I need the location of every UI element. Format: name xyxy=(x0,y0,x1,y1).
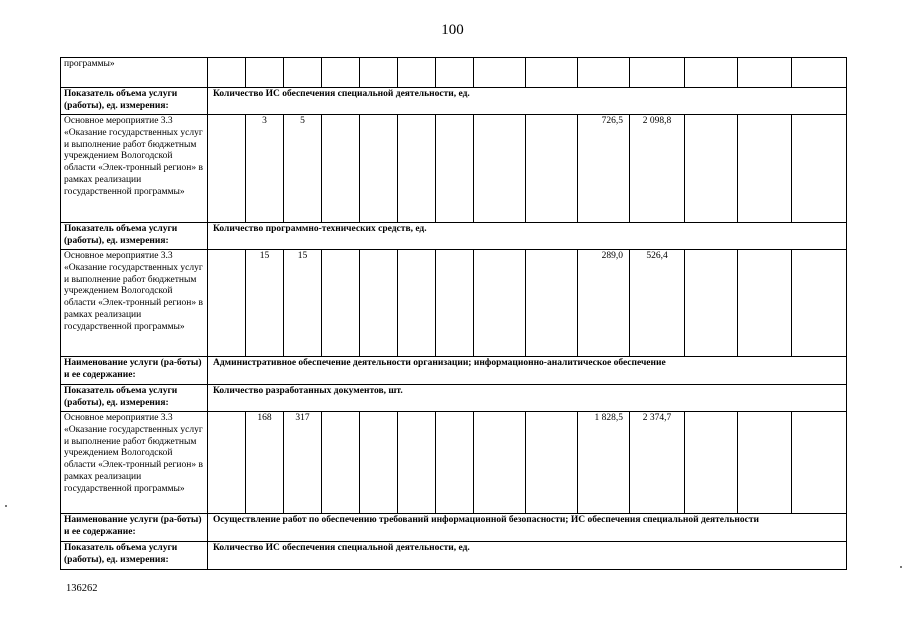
cell-col-8 xyxy=(436,250,474,357)
page-number: 100 xyxy=(441,22,464,38)
cell-col-9 xyxy=(474,115,526,223)
cell-col-14 xyxy=(738,412,792,514)
cell-col-8 xyxy=(436,115,474,223)
cell-col-10 xyxy=(526,58,578,88)
cell-col-6 xyxy=(360,58,398,88)
cell-col-2 xyxy=(208,250,246,357)
scan-mark xyxy=(5,505,7,507)
cell-col-8 xyxy=(436,412,474,514)
cell-col-15 xyxy=(792,58,847,88)
cell-col-6 xyxy=(360,412,398,514)
table-row xyxy=(61,357,847,385)
cell-col-4: 15 xyxy=(284,250,322,357)
cell-col-9 xyxy=(474,412,526,514)
row-label: Наименование услуги (ра-боты) и ее содержание: xyxy=(61,514,208,542)
cell-col-13 xyxy=(685,58,738,88)
cell-col-8 xyxy=(436,58,474,88)
cell-col-15 xyxy=(792,250,847,357)
cell-col-11 xyxy=(578,58,630,88)
row-label: Показатель объема услуги (работы), ед. измерения: xyxy=(61,542,208,570)
table-row xyxy=(61,58,847,88)
document-id: 136262 xyxy=(66,583,98,594)
activity-name: Основное мероприятие 3.3 «Оказание государственных услуг и выполнение работ бюджетным учреждением Вологодской области «Элек-тронный регион» в рамках реализации государственной программы» xyxy=(61,412,208,514)
cell-col-4: 317 xyxy=(284,412,322,514)
scan-mark xyxy=(900,566,902,568)
cell-col-11: 289,0 xyxy=(578,250,630,357)
cell-col-4: 5 xyxy=(284,115,322,223)
table-row xyxy=(61,115,847,223)
cell-col-11: 726,5 xyxy=(578,115,630,223)
cell-col-10 xyxy=(526,250,578,357)
cell-col-2 xyxy=(208,412,246,514)
cell-col-13 xyxy=(685,115,738,223)
table-row xyxy=(61,250,847,357)
row-label: Показатель объема услуги (работы), ед. измерения: xyxy=(61,385,208,412)
cell-col-5 xyxy=(322,250,360,357)
cell-col-6 xyxy=(360,250,398,357)
cell-col-5 xyxy=(322,115,360,223)
cell-col-15 xyxy=(792,115,847,223)
continued-text: программы» xyxy=(61,58,208,88)
cell-col-4 xyxy=(284,58,322,88)
cell-col-7 xyxy=(398,58,436,88)
cell-col-15 xyxy=(792,412,847,514)
cell-col-9 xyxy=(474,250,526,357)
cell-col-7 xyxy=(398,115,436,223)
row-value: Количество ИС обеспечения специальной деятельности, ед. xyxy=(208,88,847,115)
row-value: Количество ИС обеспечения специальной деятельности, ед. xyxy=(208,542,847,570)
table-row xyxy=(61,385,847,412)
row-value: Количество разработанных документов, шт. xyxy=(208,385,847,412)
cell-col-9 xyxy=(474,58,526,88)
cell-col-10 xyxy=(526,412,578,514)
row-value: Административное обеспечение деятельности организации; информационно-аналитическое обеспечение xyxy=(208,357,847,385)
row-label: Показатель объема услуги (работы), ед. измерения: xyxy=(61,88,208,115)
cell-col-5 xyxy=(322,412,360,514)
cell-col-12: 526,4 xyxy=(630,250,685,357)
cell-col-11: 1 828,5 xyxy=(578,412,630,514)
cell-col-14 xyxy=(738,58,792,88)
cell-col-3: 15 xyxy=(246,250,284,357)
table-row xyxy=(61,514,847,542)
cell-col-14 xyxy=(738,115,792,223)
cell-col-5 xyxy=(322,58,360,88)
row-label: Наименование услуги (ра-боты) и ее содержание: xyxy=(61,357,208,385)
cell-col-13 xyxy=(685,412,738,514)
table-row xyxy=(61,223,847,250)
table-row xyxy=(61,542,847,570)
state-program-table xyxy=(60,57,847,570)
row-value: Количество программно-технических средств, ед. xyxy=(208,223,847,250)
cell-col-6 xyxy=(360,115,398,223)
cell-col-2 xyxy=(208,115,246,223)
cell-col-3 xyxy=(246,58,284,88)
cell-col-7 xyxy=(398,412,436,514)
activity-name: Основное мероприятие 3.3 «Оказание государственных услуг и выполнение работ бюджетным учреждением Вологодской области «Элек-тронный регион» в рамках реализации государственной программы» xyxy=(61,250,208,357)
cell-col-3: 168 xyxy=(246,412,284,514)
cell-col-14 xyxy=(738,250,792,357)
cell-col-12: 2 098,8 xyxy=(630,115,685,223)
cell-col-10 xyxy=(526,115,578,223)
cell-col-2 xyxy=(208,58,246,88)
row-value: Осуществление работ по обеспечению требований информационной безопасности; ИС обеспечения специальной деятельности xyxy=(208,514,847,542)
activity-name: Основное мероприятие 3.3 «Оказание государственных услуг и выполнение работ бюджетным учреждением Вологодской области «Элек-тронный регион» в рамках реализации государственной программы» xyxy=(61,115,208,223)
cell-col-12 xyxy=(630,58,685,88)
cell-col-12: 2 374,7 xyxy=(630,412,685,514)
table-row xyxy=(61,412,847,514)
table-row xyxy=(61,88,847,115)
row-label: Показатель объема услуги (работы), ед. измерения: xyxy=(61,223,208,250)
cell-col-13 xyxy=(685,250,738,357)
cell-col-3: 3 xyxy=(246,115,284,223)
table-body xyxy=(61,58,847,570)
cell-col-7 xyxy=(398,250,436,357)
